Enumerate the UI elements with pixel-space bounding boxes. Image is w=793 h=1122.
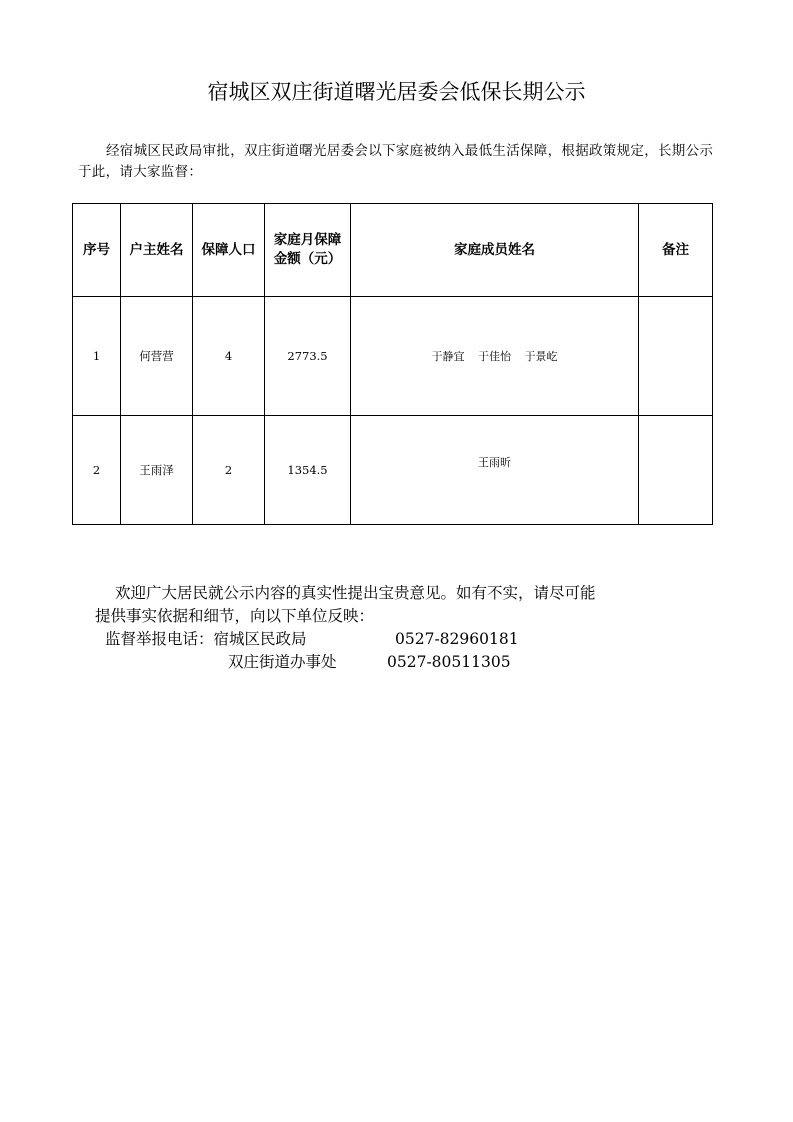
- closing-line-2: 提供事实依据和细节，向以下单位反映：: [95, 607, 375, 625]
- header-amount-line2: 金额（元）: [273, 251, 342, 267]
- page-title: 宿城区双庄街道曙光居委会低保长期公示: [207, 80, 586, 104]
- cell-remarks: [639, 297, 713, 416]
- header-people: 保障人口: [193, 204, 265, 297]
- header-members: 家庭成员姓名: [351, 204, 639, 297]
- closing-paragraph: [95, 582, 705, 628]
- cell-amount: 2773.5: [265, 297, 351, 416]
- table-row: [73, 297, 713, 416]
- cell-index: 2: [73, 416, 121, 525]
- header-head-name: 户主姓名: [121, 204, 193, 297]
- contact-street-office: [228, 651, 511, 674]
- closing-line-1: 欢迎广大居民就公示内容的真实性提出宝贵意见。如有不实，请尽可能: [115, 584, 596, 602]
- header-index: 序号: [73, 204, 121, 297]
- contact-phone: 0527-80511305: [387, 653, 511, 671]
- members-text: 于静宜 于佳怡 于景屹: [431, 350, 558, 363]
- contact-label: 双庄街道办事处: [228, 653, 337, 671]
- contact-label: 监督举报电话：宿城区民政局: [105, 630, 307, 648]
- table-header-row: [73, 204, 713, 297]
- cell-remarks: [639, 416, 713, 525]
- cell-head-name: 何营营: [121, 297, 193, 416]
- contact-phone: 0527-82960181: [395, 630, 519, 648]
- cell-amount: 1354.5: [265, 416, 351, 525]
- header-remarks: 备注: [639, 204, 713, 297]
- cell-people: 4: [193, 297, 265, 416]
- table-row: [73, 416, 713, 525]
- intro-paragraph: 经宿城区民政局审批，双庄街道曙光居委会以下家庭被纳入最低生活保障，根据政策规定，长期公示于此，请大家监督：: [78, 143, 714, 180]
- contact-civil-affairs: [105, 628, 519, 651]
- cell-head-name: 王雨泽: [121, 416, 193, 525]
- cell-people: 2: [193, 416, 265, 525]
- header-amount-line1: 家庭月保障: [273, 232, 342, 248]
- members-text: 王雨昕: [478, 456, 511, 469]
- header-amount: [265, 204, 351, 297]
- recipient-table: [72, 203, 713, 525]
- cell-index: 1: [73, 297, 121, 416]
- cell-members: [351, 297, 639, 416]
- cell-members: [351, 416, 639, 525]
